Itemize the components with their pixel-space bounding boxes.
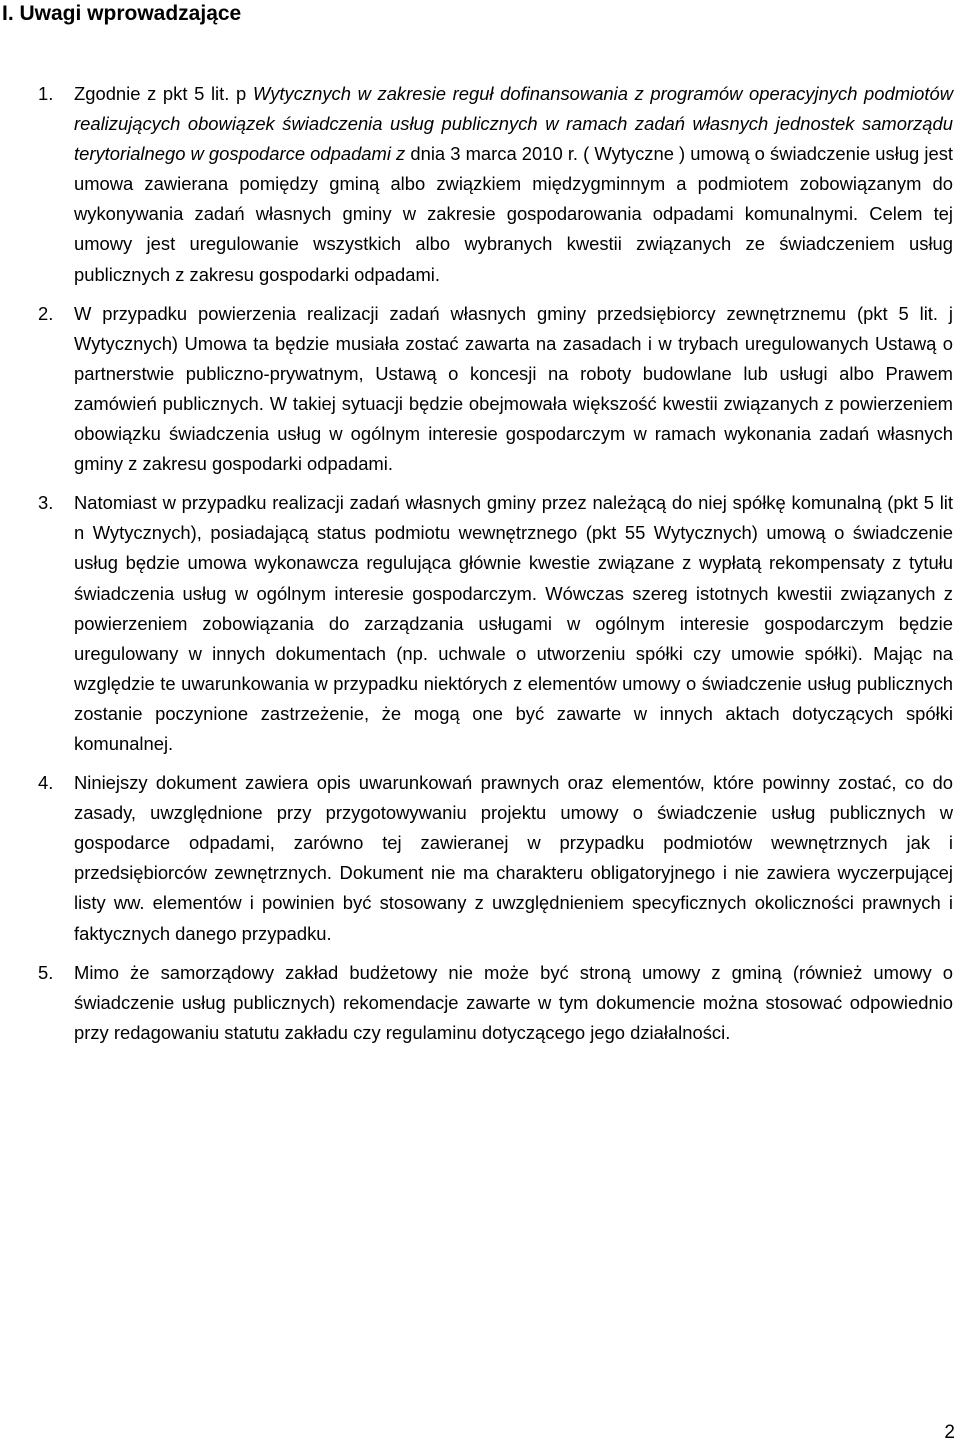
item-number: 3. <box>38 492 54 514</box>
list-item <box>0 958 960 1048</box>
list-item <box>0 768 960 949</box>
item-text <box>74 83 953 285</box>
numbered-list <box>0 79 960 1057</box>
item-text: Mimo że samorządowy zakład budżetowy nie może być stroną umowy z gminą (również umowy o świadczenie usług publicznych) rekomendacje zawarte w tym dokumencie można stosować odpowiednio przy redagowaniu statutu zakładu czy regulaminu dotyczącego jego działalności. <box>74 961 953 1043</box>
item-text: Niniejszy dokument zawiera opis uwarunkowań prawnych oraz elementów, które powinny zostać, co do zasady, uwzględnione przy przygotowywaniu projektu umowy o świadczenie usług publicznych w gospodarce odpadami, zarówno tej zawieranej w przypadku podmiotów wewnętrznych jak i przedsiębiorców zewnętrznych. Dokument nie ma charakteru obligatoryjnego i nie zawiera wyczerpującej listy ww. elementów i powinien być stosowany z uwzględnieniem specyficznych okoliczności prawnych i faktycznych danego przypadku. <box>74 772 953 944</box>
item-text: Natomiast w przypadku realizacji zadań własnych gminy przez należącą do niej spółkę komunalną (pkt 5 lit n Wytycznych), posiadającą status podmiotu wewnętrznego (pkt 55 Wytycznych) umową o świadczenie usług będzie umowa wykonawcza regulująca głównie kwestie związane z wypłatą rekompensaty z tytułu świadczenia usług w ogólnym interesie gospodarczym. Wówczas szereg istotnych kwestii związanych z powierzeniem zobowiązania do zarządzania usługami w ogólnym interesie gospodarczym będzie uregulowany w innych dokumentach (np. uchwale o utworzeniu spółki czy umowie spółki). Mając na względzie te uwarunkowania w przypadku niektórych z elementów umowy o świadczenie usług publicznych zostanie poczynione zastrzeżenie, że mogą one być zawarte w innych aktach dotyczących spółki komunalnej. <box>74 492 953 754</box>
item-italic-text: Wytycznych w zakresie reguł dofinansowania z programów operacyjnych podmiotów realizujących obowiązek świadczenia usług publicznych w ramach zadań własnych jednostek samorządu terytorialnego w gospodarce odpadami z <box>74 83 953 165</box>
page-number: 2 <box>944 1422 955 1443</box>
item-rest-text: dnia 3 marca 2010 r. ( Wytyczne ) umową o świadczenie usług jest umowa zawierana pomiędzy gminą albo związkiem międzygminnym a podmiotem zobowiązanym do wykonywania zadań własnych gminy w zakresie gospodarowania odpadami komunalnymi. Celem tej umowy jest uregulowanie wszystkich albo wybranych kwestii związanych ze świadczeniem usług publicznych z zakresu gospodarki odpadami. <box>74 143 953 285</box>
item-number: 1. <box>38 83 54 104</box>
list-item <box>0 299 960 480</box>
item-lead-text: Zgodnie z pkt 5 lit. p <box>74 83 253 104</box>
list-item <box>0 79 960 290</box>
list-item <box>0 488 960 759</box>
section-title: I. Uwagi wprowadzające <box>2 2 242 25</box>
item-number: 4. <box>38 772 54 794</box>
item-number: 2. <box>38 302 54 324</box>
item-number: 5. <box>38 961 54 983</box>
item-text: W przypadku powierzenia realizacji zadań własnych gminy przedsiębiorcy zewnętrznemu (pkt 5 lit. j Wytycznych) Umowa ta będzie musiała zostać zawarta na zasadach i w trybach uregulowanych Ustawą o partnerstwie publiczno-prywatnym, Ustawą o koncesji na roboty budowlane lub usługi albo Prawem zamówień publicznych. W takiej sytuacji będzie obejmowała większość kwestii związanych z powierzeniem obowiązku świadczenia usług w ogólnym interesie gospodarczym w ramach wykonania zadań własnych gminy z zakresu gospodarki odpadami. <box>74 302 953 475</box>
